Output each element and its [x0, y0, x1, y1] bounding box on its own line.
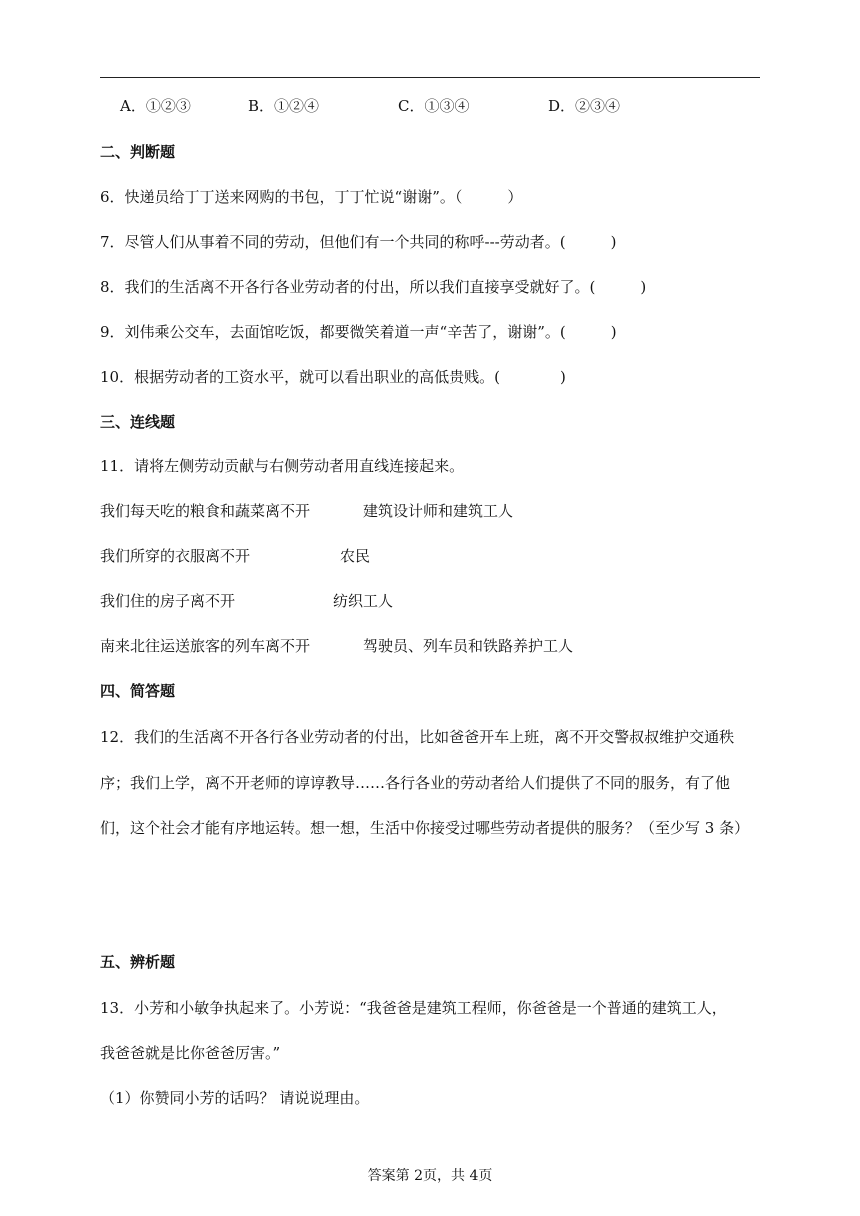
match-left-4: 南来北往运送旅客的列车离不开 — [100, 637, 311, 655]
option-c: C．①③④ — [398, 97, 470, 115]
match-right-3: 纺织工人 — [333, 592, 394, 610]
match-left-2: 我们所穿的衣服离不开 — [100, 547, 251, 565]
section-heading-matching: 三、连线题 — [100, 413, 176, 431]
question-9: 9．刘伟乘公交车，去面馆吃饭，都要微笑着道一声“辛苦了，谢谢”。( ) — [100, 323, 617, 341]
section-heading-analysis: 五、辨析题 — [100, 953, 176, 971]
option-d: D．②③④ — [548, 97, 621, 115]
match-left-3: 我们住的房子离不开 — [100, 592, 236, 610]
question-13-sub-1: （1）你赞同小芳的话吗？ 请说说理由。 — [100, 1089, 370, 1107]
match-left-1: 我们每天吃的粮食和蔬菜离不开 — [100, 502, 311, 520]
match-right-4: 驾驶员、列车员和铁路养护工人 — [363, 637, 574, 655]
header-rule — [100, 77, 760, 78]
question-13-line-2: 我爸爸就是比你爸爸厉害。” — [100, 1044, 281, 1062]
match-right-2: 农民 — [340, 547, 371, 565]
section-heading-short-answer: 四、简答题 — [100, 682, 176, 700]
option-a: A．①②③ — [120, 97, 191, 115]
section-heading-judgement: 二、判断题 — [100, 143, 176, 161]
option-b: B．①②④ — [248, 97, 320, 115]
question-10: 10．根据劳动者的工资水平，就可以看出职业的高低贵贱。( ) — [100, 368, 566, 386]
question-12-line-1: 12．我们的生活离不开各行各业劳动者的付出，比如爸爸开车上班，离不开交警叔叔维护交通秩 — [100, 728, 735, 746]
match-right-1: 建筑设计师和建筑工人 — [363, 502, 514, 520]
question-12-line-3: 们，这个社会才能有序地运转。想一想，生活中你接受过哪些劳动者提供的服务？（至少写 3 条） — [100, 819, 750, 837]
page-footer: 答案第 2页，共 4页 — [367, 1168, 493, 1184]
question-7: 7．尽管人们从事着不同的劳动，但他们有一个共同的称呼---劳动者。( ) — [100, 233, 617, 251]
question-6: 6．快递员给丁丁送来网购的书包，丁丁忙说“谢谢”。（ ） — [100, 188, 523, 206]
question-13-line-1: 13．小芳和小敏争执起来了。小芳说：“我爸爸是建筑工程师，你爸爸是一个普通的建筑工人， — [100, 999, 727, 1017]
question-11-prompt: 11．请将左侧劳动贡献与右侧劳动者用直线连接起来。 — [100, 457, 465, 475]
question-8: 8．我们的生活离不开各行各业劳动者的付出，所以我们直接享受就好了。( ) — [100, 278, 647, 296]
question-12-line-2: 序；我们上学，离不开老师的谆谆教导……各行各业的劳动者给人们提供了不同的服务，有了他 — [100, 774, 731, 792]
